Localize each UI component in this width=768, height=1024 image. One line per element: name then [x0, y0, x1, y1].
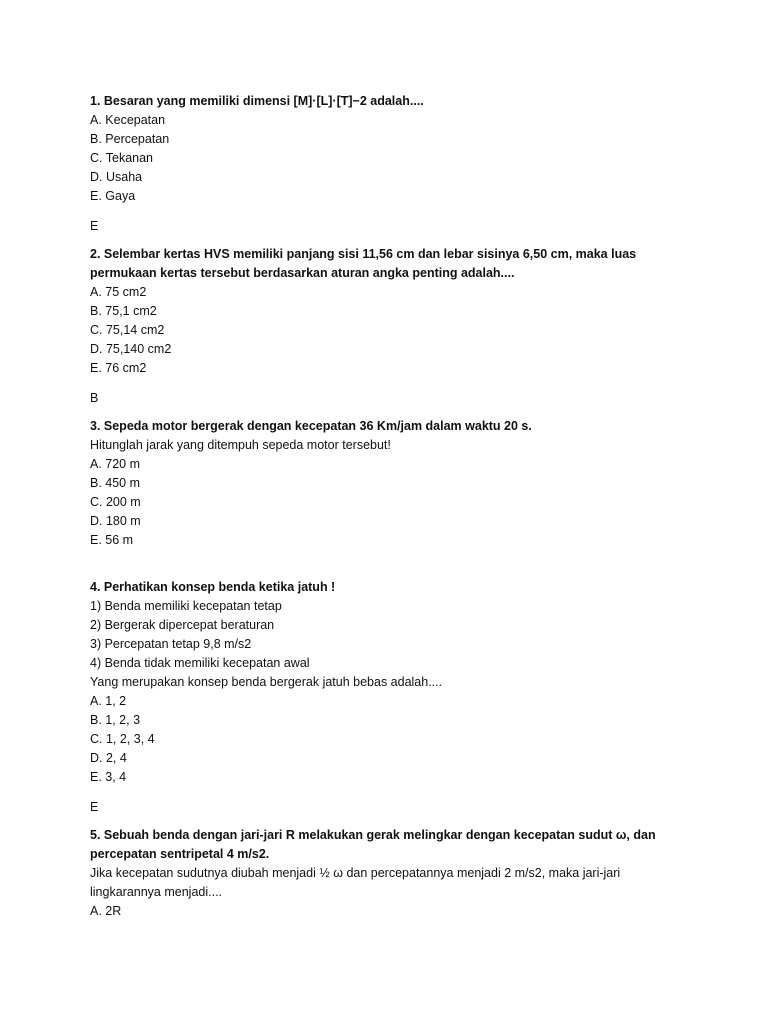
- statement-4: 4) Benda tidak memiliki kecepatan awal: [90, 656, 310, 670]
- option-b: B. 450 m: [90, 476, 141, 490]
- question-subtext: Jika kecepatan sudutnya diubah menjadi ½ ω dan percepatannya menjadi 2 m/s2, maka jari-jari: [90, 866, 621, 880]
- option-e: E. 3, 4: [90, 770, 127, 784]
- answer-key: E: [90, 219, 99, 233]
- question-subtext: lingkarannya menjadi....: [90, 885, 223, 899]
- option-a: A. Kecepatan: [90, 113, 166, 127]
- question-text: 1. Besaran yang memiliki dimensi [M]·[L]·[T]−2 adalah....: [90, 94, 424, 108]
- option-a: A. 75 cm2: [90, 285, 147, 299]
- option-e: E. 56 m: [90, 533, 134, 547]
- answer-key: B: [90, 391, 99, 405]
- option-d: D. 75,140 cm2: [90, 342, 172, 356]
- question-1: [90, 92, 690, 236]
- option-d: D. 180 m: [90, 514, 141, 528]
- question-text: 5. Sebuah benda dengan jari-jari R melakukan gerak melingkar dengan kecepatan sudut ω, dan: [90, 828, 656, 842]
- option-a: A. 1, 2: [90, 694, 127, 708]
- question-text: 2. Selembar kertas HVS memiliki panjang sisi 11,56 cm dan lebar sisinya 6,50 cm, maka luas: [90, 247, 637, 261]
- option-a: A. 2R: [90, 904, 122, 918]
- option-b: B. Percepatan: [90, 132, 170, 146]
- statement-3: 3) Percepatan tetap 9,8 m/s2: [90, 637, 252, 651]
- option-c: C. 200 m: [90, 495, 141, 509]
- question-text: percepatan sentripetal 4 m/s2.: [90, 847, 270, 861]
- option-c: C. Tekanan: [90, 151, 154, 165]
- option-b: B. 75,1 cm2: [90, 304, 157, 318]
- question-text: permukaan kertas tersebut berdasarkan aturan angka penting adalah....: [90, 266, 515, 280]
- answer-key: E: [90, 800, 99, 814]
- question-3: [90, 417, 690, 578]
- statement-2: 2) Bergerak dipercepat beraturan: [90, 618, 275, 632]
- option-c: C. 1, 2, 3, 4: [90, 732, 155, 746]
- option-e: E. 76 cm2: [90, 361, 147, 375]
- document-page: [90, 92, 690, 921]
- option-d: D. 2, 4: [90, 751, 127, 765]
- option-e: E. Gaya: [90, 189, 136, 203]
- statement-1: 1) Benda memiliki kecepatan tetap: [90, 599, 282, 613]
- question-5: [90, 826, 690, 921]
- question-4: [90, 578, 690, 817]
- option-c: C. 75,14 cm2: [90, 323, 165, 337]
- question-text: 3. Sepeda motor bergerak dengan kecepatan 36 Km/jam dalam waktu 20 s.: [90, 419, 532, 433]
- option-d: D. Usaha: [90, 170, 143, 184]
- question-subtext: Hitunglah jarak yang ditempuh sepeda motor tersebut!: [90, 438, 391, 452]
- question-prompt: Yang merupakan konsep benda bergerak jatuh bebas adalah....: [90, 675, 443, 689]
- option-a: A. 720 m: [90, 457, 141, 471]
- option-b: B. 1, 2, 3: [90, 713, 141, 727]
- question-text: 4. Perhatikan konsep benda ketika jatuh !: [90, 580, 336, 594]
- question-2: [90, 245, 690, 408]
